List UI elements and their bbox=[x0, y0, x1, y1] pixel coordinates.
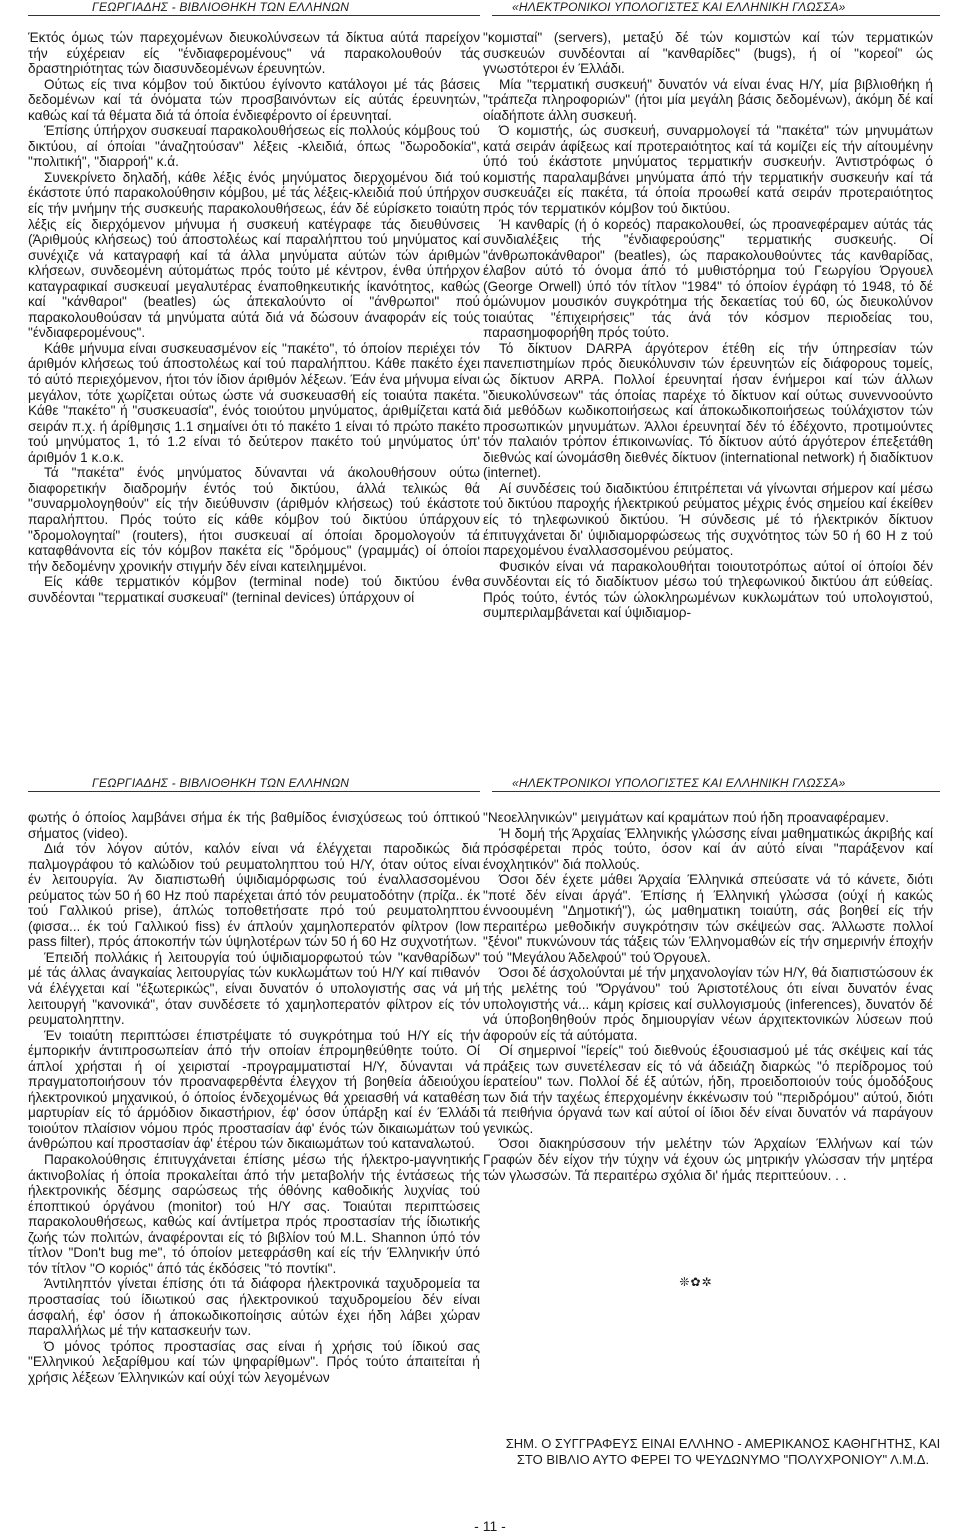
author-note: ΣΗΜ. Ο ΣΥΓΓΡΑΦΕΥΣ ΕΙΝΑΙ ΕΛΛΗΝΟ - ΑΜΕΡΙΚΑΝΟΣ ΚΑΘΗΓΗΤΗΣ, ΚΑΙ ΣΤΟ ΒΙΒΛΙΟ ΑΥΤΟ ΦΕΡΕΙ ΤΟ ΨΕΥΔΩΝΥΜΟ "ΠΟΛΥΧΡΟΝΙΟΥ" Λ.Μ.Δ. bbox=[505, 1436, 941, 1467]
paragraph: Μία "τερματική συσκευή" δυνατόν νά είναι ένας Η/Υ, μία βιβλιοθήκη ή "τράπεζα πληροφοριών" (ήτοι μία μεγάλη βάσις δεδομένων), άκόμη δέ καί οίαδήποτε άλλη συσκευή. bbox=[483, 76, 933, 123]
header-rule-left bbox=[28, 15, 480, 16]
paragraph: Παρακολούθησις έπιτυγχάνεται έπίσης μέσω τής ήλεκτρο-μαγνητικής άκτινοβολίας ή όποία προκαλείται άπό τήν μεταβολήν τής έντάσεως τής ήλεκτρονικής δέσμης σαρώσεως τής όθόνης καθοδικής λυχνίας τού έποπτικού όργάνου (monitor) τού Η/Υ σας. Τοιαύται περιπτώσεις παρακολουθήσεως, καθώς καί άντίμετρα πρός προστασίαν τής ίδιωτικής ζωής τών πολιτών, άναφέρονται είς τό βιβλίον τού M.L. Shannon ύπό τόν τίτλον "Don't bug me", τό όποίον μετεφράσθη καί είς τήν Έλληνικήν ύπό τόν τίτλον "Ο κοριός" άπό τάς έκδόσεις "τό ποντίκι". bbox=[28, 1152, 480, 1276]
top-page bbox=[0, 0, 960, 760]
paragraph: Έκτός όμως τών παρεχομένων διευκολύνσεων τά δίκτυα αύτά παρείχον τήν εύχέρειαν είς "ένδιαφερομένους" νά παρακολουθούν τάς δραστηριότητας τών διασυνδεομένων έρευνητών. bbox=[28, 30, 480, 77]
text-column-right bbox=[483, 810, 933, 1190]
header-rule-left bbox=[28, 791, 480, 792]
paragraph: Έπίσης ύπήρχον συσκευαί παρακολουθήσεως είς πολλούς κόμβους τού δικτύου, αί όποίαι "άναζητούσαν" λέξεις -κλειδιά, όπως "δωροδοκία", "πολιτική", "διαρροή" κ.ά. bbox=[28, 123, 480, 170]
text-column-right bbox=[483, 30, 933, 755]
paragraph: Έν τοιαύτη περιπτώσει έπιστρέψατε τό συγκρότημα τού Η/Υ είς τήν έμπορικήν άντιπροσωπείαν άπό τήν οποίαν έπρομηθεύθητε τούτο. Οί άπλοί χρήσται ή οί χειρισταί -προγραμματισταί Η/Υ, δύνανται νά πραγματοποιήσουν τόν προαναφερθέντα έλεγχον τή βοηθεία άδειούχου ήλεκτρονικού μηχανικού, ό όποίος ένδεχομένως θά χρειασθή νά καταθέση μαρτυρίαν είς τό άρμόδιον δικαστήριον, έφ' όσον ύπάρξη καί έν Έλλάδι τοιούτον πλαίσιον νόμου πρός προστασίαν άφ' ένός τών δικαιωμάτων τού άνθρώπου καί προστασίαν άφ' έτέρου τών δικαιωμάτων τού καταναλωτού. bbox=[28, 1027, 480, 1152]
ornament-icon: ❊✿✲ bbox=[679, 1275, 713, 1289]
paragraph: Ή δομή τής Άρχαίας Έλληνικής γλώσσης είναι μαθηματικώς άκριβής καί πρόσφέρεται πρός τούτο, όσον καί άν αύτό είναι "παράξενον καί ένοχλητικόν" διά πολλούς. bbox=[483, 825, 933, 872]
paragraph: Έπειδή πολλάκις ή λειτουργία τού ύψιδιαμορφωτού τών "κανθαρίδων" μέ τάς άλλας άναγκαίας λειτουργίας τών κυκλωμάτων τού Η/Υ καί πιθανόν νά έλέγχεται καί "έξωτερικώς", είναι δυνατόν ό υπολογιστής σας νά μή λειτουργή "κανονικά", όταν συνδέσετε τό χαμηλοπερατόν φίλτρον είς τόν ρευματοληπτην. bbox=[28, 949, 480, 1028]
paragraph: Οί σημερινοί "ίερείς" τού διεθνούς έξουσιασμού μέ τάς σκέψεις καί τάς πράξεις των συνετέλεσαν είς τό νά άδειάζη διαρκώς "ό περίδρομος τού ίερατείου" των. Πολλοί δέ έξ αύτών, ήδη, προειδοποιούν τούς όμοδόξους των διά τήν ταχέως έπερχομένην έκκένωσιν τού "περιδρόμου" αύτού, διότι τά πειθήνια όργανά των καί αύτοί οί ίδιοι δέν είναι δυνατόν νά παράγουν γενικώς. bbox=[483, 1043, 933, 1136]
paragraph: Όσοι δέ άσχολούνται μέ τήν μηχανολογίαν τών Η/Υ, θά διαπιστώσουν έκ τής μελέτης τού "Όργάνου" τού Άριστοτέλους ότι είναι δυνατόν ένας υπολογιστής νά... κάμη κρίσεις καί συλλογισμούς (inferences), δυνατόν δέ νά ύποβοηθηθούν πρός δημιουργίαν νέων άρχιτεκτονικών λύσεων πού άφορούν είς τά αύτόματα. bbox=[483, 965, 933, 1043]
paragraph: Όσοι διακηρύσσουν τήν μελέτην τών Άρχαίων Έλλήνων καί τών Γραφών δέν είχον τήν τύχην νά έχουν ώς μητρικήν γλώσσαν τήν μητέρα τών γλωσσών. Τά περαιτέρω σχόλια δι' ήμάς περιττεύουν. . . bbox=[483, 1136, 933, 1183]
paragraph: Τά "πακέτα" ένός μηνύματος δύνανται νά άκολουθήσουν ούτω διαφορετικήν διαδρομήν έντός τού δικτύου, άλλά τελικώς θά "συναρμολογηθούν" είς τήν διεύθυνσιν (άριθμόν κλήσεως) τού έκάστοτε παραλήπτου. Πρός τούτο είς κάθε κόμβον τού δικτύου ύπάρχουν "δρομολογηταί" (routers), ήτοι συσκευαί αί όποίαι δρομολογούν τά καταφθάνοντα είς τόν κόμβον πακέτα είς "δρόμους" (γραμμάς) οί όποίοι τήν δεδομένην χρονικήν στιγμήν δέν είναι κατειλημμένοι. bbox=[28, 465, 480, 574]
text-column-left bbox=[28, 30, 480, 755]
header-rule-right bbox=[492, 791, 940, 792]
header-rule-right bbox=[492, 15, 940, 16]
paragraph: Όσοι δέν έχετε μάθει Άρχαία Έλληνικά σπεύσατε νά τό κάνετε, διότι "ποτέ δέν είναι άργά". Έπίσης ή Έλληνική γλώσσα (ούχί ή κακώς έννοουμένη "Δημοτική"), ώς μαθηματικη τοιαύτη, σάς βοηθεί είς τήν περαιτέρω μεθοδικήν συγκρότησιν τών σκέψεών σας. Άλλωστε πολλοί "ξένοι" πυκνώνουν τάς τάξεις τών Έλληνομαθών είς τήν σημερινήν έποχήν τού "Μεγάλου Άδελφού" τού Όργουελ. bbox=[483, 872, 933, 965]
paragraph: φωτής ό όποίος λαμβάνει σήμα έκ τής βαθμίδος ένισχύσεως τού όπτικού σήματος (video). bbox=[28, 810, 480, 841]
running-header-right: «ΗΛΕΚΤΡΟΝΙΚΟΙ ΥΠΟΛΟΓΙΣΤΕΣ ΚΑΙ ΕΛΛΗΝΙΚΗ ΓΛΩΣΣΑ» bbox=[512, 776, 846, 790]
running-header-right: «ΗΛΕΚΤΡΟΝΙΚΟΙ ΥΠΟΛΟΓΙΣΤΕΣ ΚΑΙ ΕΛΛΗΝΙΚΗ ΓΛΩΣΣΑ» bbox=[512, 0, 846, 14]
paragraph: "Νεοελληνικών" μειγμάτων καί κραμάτων πού ήδη προαναφέραμεν. bbox=[483, 810, 889, 825]
paragraph: Ό μόνος τρόπος προστασίας σας είναι ή χρήσις τού ίδικού σας "Ελληνικού λεξαρίθμου καί τών ψηφαρίθμων". Πρός τούτο άπαιτείται ή χρήσις λέξεων Έλληνικών καί ούχί τών λεγομένων bbox=[28, 1338, 480, 1385]
paragraph: Αί συνδέσεις τού διαδικτύου έπιτρέπεται νά γίνωνται σήμερον καί μέσω τού δικτύου παροχής ήλεκτρικού ρεύματος μέχρις ένός σημείου καί έκείθεν είς τό τηλεφωνικού δικτύου. Ή σύνδεσις μέ τό ήλεκτρικόν δίκτυον έπιτυγχάνεται δι' ύψιδιαμορφώσεως τής συχνότητος τών 50 ή 60 Η z τού παρεχομένου έναλλασσομένου ρεύματος. bbox=[483, 480, 933, 559]
bottom-page bbox=[0, 770, 960, 1536]
paragraph: Ό κομιστής, ώς συσκευή, συναρμολογεί τά "πακέτα" τών μηνυμάτων κατά σειράν άφίξεως καί προτεραιότητος καί τά κομίζει είς τήν αίτουμένην ύπό τού έκάστοτε μηνύματος τερματικήν συσκευήν. Άντιστρόφως ό κομιστής παραλαμβάνει μηνύματα άπό τήν τερματικήν συσκευήν καί τά συσκευάζει είς πακέτα, τά όποία προωθεί κατά σειράν προτεραιότητος πρός τόν τερματικόν κόμβον τού δικτύου. bbox=[483, 123, 933, 217]
paragraph: Ή κανθαρίς (ή ό κορεός) παρακολουθεί, ώς προανεφέραμεν αύτάς τάς συνδιαλέξεις τής "ένδιαφερούσης" τερματικής συσκευής. Οί "άνθρωποκάνθαροι" (beatles), ώς παρακολουθούντες τάς κανθαρίδας, έλαβον αύτό τό όνομα άπό τό μυθιστόρημα τού Γεωργίου Όργουελ (George Orwell) ύπό τόν τίτλον "1984" τό όποίον έγράφη τό 1948, τό δέ όμώνυμον μουσικόν συγκρότημα τής δεκαετίας τού 60, ώς διευκολύνον τοιαύτας "έπιχειρήσεις" τάς άνά τόν κόσμον περιοδείας του, παρασημοφορήθη πρός τούτο. bbox=[483, 216, 933, 341]
paragraph: Είς κάθε τερματικόν κόμβον (terminal node) τού δικτύου ένθα συνδέονται "τερματικαί συσκευαί" (terninal devices) ύπάρχουν οί bbox=[28, 574, 480, 605]
paragraph: "κομισταί" (servers), μεταξύ δέ τών κομιστών καί τών τερματικών συσκευών συνδέονται αί "κανθαρίδες" (bugs), ή οί "κορεοί" ώς γνωστότεροι έν Έλλάδι. bbox=[483, 30, 933, 77]
paragraph: Συνεκρίνετο δηλαδή, κάθε λέξις ένός μηνύματος διερχομένου διά τού έκάστοτε ύπό παρακολούθησιν κόμβου, μέ τάς λέξεις-κλειδιά πού ύπήρχον είς τήν μνήμην τής συσκευής παρακολουθήσεως, έάν δέ εύρίσκετο τοιαύτη λέξις είς διερχόμενον μήνυμα ή συσκευή κατέγραφε τάς διευθύνσεις (Άριθμούς κλήσεως) τού άποστολέως καί παραλήπτου τού μηνύματος καί συνέχιζε νά καταγραφή καί τά άλλα μηνύματα αύτών τών άριθμών κλήσεων, συνδεομένη αύτομάτως πρός τούτο μέ κέντρον, ένθα ύπήρχον καταγραφικαί συσκευαί μεγαλυτέρας έναποθηκευτικής ίκανότητος, καθώς καί "κάνθαροι" (beatles) ώς άπεκαλούντο οί "άνθρωποι" πού παρακολουθούσαν τά μηνύματα αύτά διά νά δώσουν άναφοράν είς τούς "ένδιαφερομένους". bbox=[28, 169, 480, 341]
running-header-left: ΓΕΩΡΓΙΑΔΗΣ - ΒΙΒΛΙΟΘΗΚΗ ΤΩΝ ΕΛΛΗΝΩΝ bbox=[92, 776, 350, 790]
paragraph: Φυσικόν είναι νά παρακολουθήται τοιουτοτρόπως αύτοί οί όποίοι δέν συνδέονται είς τό διαδίκτυον μέσω τού τηλεφωνικού δικτύου άπ εύθείας. Πρός τούτο, έντός τών ώλοκληρωμένων κυκλωμάτων τού υπολογιστού, συμπεριλαμβάνεται καί ύψιδιαμορ- bbox=[483, 558, 933, 621]
paragraph: Κάθε μήνυμα είναι συσκευασμένον είς "πακέτο", τό όποίον περιέχει τόν άριθμόν κλήσεως τού άποστολέως καί τού παραλήπτου. Κάθε πακέτο έχει τό αύτό περιεχόμενον, ήτοι τόν ίδιον άριθμόν λέξεων. Έάν ένα μήνυμα είναι μεγάλον, τότε χωρίζεται ούτως ώστε νά συσκευασθή είς τοιαύτα πακέτα. Κάθε "πακέτο" ή "συσκευασία", ένός τοιούτου μηνύματος, άριθμίζεται κατά σειράν π.χ. ή άρίθμησις 1.1 σημαίνει ότι τό πακέτο 1 είναι τό πρώτο πακέτο τού μηνύματος 1, τό 1.2 είναι τό δεύτερον πακέτο τού μηνύματος ύπ' άριθμόν 1 κ.ο.κ. bbox=[28, 340, 480, 465]
running-header-left: ΓΕΩΡΓΙΑΔΗΣ - ΒΙΒΛΙΟΘΗΚΗ ΤΩΝ ΕΛΛΗΝΩΝ bbox=[92, 0, 350, 14]
page-number: - 11 - bbox=[474, 1518, 506, 1534]
text-column-left bbox=[28, 810, 480, 1536]
paragraph: Ούτως είς τινα κόμβον τού δικτύου έγίνοντο κατάλογοι μέ τάς βάσεις δεδομένων καί τά όνόματα τών προσβαινόντων είς αύτάς έρευνητών, καθώς καί τά θέματα διά τά όποία ένδιεφέροντο οί έρευνηταί. bbox=[28, 76, 480, 123]
paragraph: Τό δίκτυον DARPA άργότερον έτέθη είς τήν ύπηρεσίαν τών πανεπιστημίων πρός διευκόλυνσιν τών έρευνητών είς διάφορους τομείς, ώς δίκτυον ARPA. Πολλοί έρευνηταί ήσαν ένήμεροι καί τών άλλων "διευκολύνσεων" τάς όποίας παρέχε τό δίκτυον καί ούτως συνεννοούντο διά μεθόδων κωδικοποιήσεως καί άποκωδικοποιήσεως τούλάχιστον τών προσωπικών μηνυμάτων. Άλλοι έρευνηταί δέν τό έδέχοντο, προτιμούντες τόν παλαιόν τρόπον έπικοινωνίας. Τό δίκτυον αύτό άργότερον έπεξετάθη διεθνώς καί ώνομάσθη διεθνές δίκτυον (international network) ή διαδίκτυον (internet). bbox=[483, 340, 933, 481]
paragraph: Διά τόν λόγον αύτόν, καλόν είναι νά έλέγχεται παροδικώς διά παλμογράφου τό καλώδιον τού ρευματοληπτου τού Η/Υ, όταν ούτος είναι έν λειτουργία. Άν διαπιστωθή ύψιδιαμόρφωσις τού έναλλασσομένου ρεύματος τών 50 ή 60 Hz πού παρέχεται άπό τόν ρευματοδότην (πρίζα.. έκ τού Γαλλικού prise), άπλώς τοποθετήσατε πρό τού ρευματοληπτου (φισσα... έκ τού Γαλλικού fiss) έν άπλούν χαμηλοπερατόν φίλτρον (low pass filter), πρός άποκοπήν τών ύψηλοτέρων τών 50 ή 60 Hz συχνοτήτων. bbox=[28, 841, 480, 950]
paragraph: Άντιληπτόν γίνεται έπίσης ότι τά διάφορα ήλεκτρονικά ταχυδρομεία τα προστασίας τού ίδιωτικού σας ήλεκτρονικού ταχυδρομείου δέν είναι άσφαλή, έφ' όσον ή άποκωδικοποίησις αύτών έχει ήδη λάβει χώραν παραλλήλως μέ τήν κατασκευήν των. bbox=[28, 1276, 480, 1339]
